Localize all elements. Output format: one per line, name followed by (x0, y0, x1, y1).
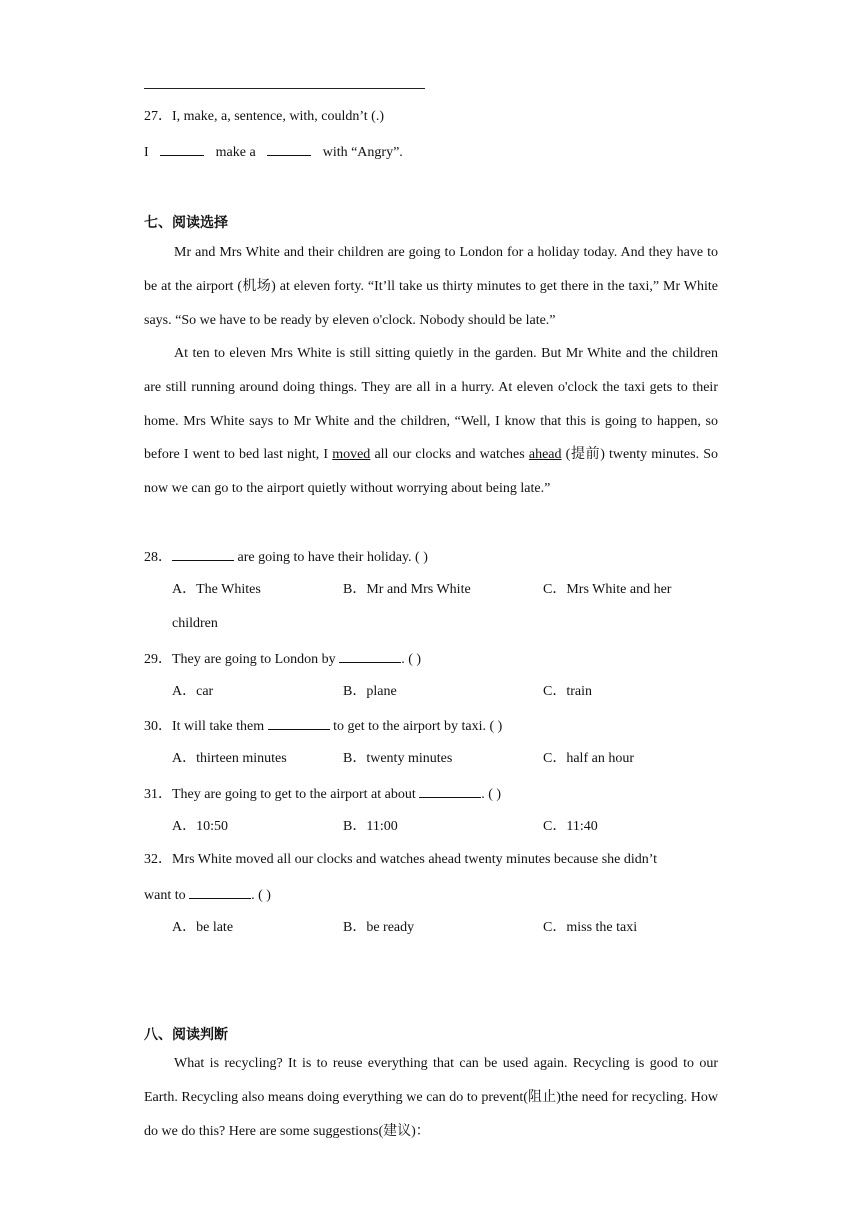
q30-option-a[interactable]: A．thirteen minutes (172, 751, 287, 766)
question-27-prompt: 27．I, make, a, sentence, with, couldn’t (.) (144, 109, 385, 124)
q30-blank[interactable] (268, 715, 330, 730)
section-8-paragraph (144, 1047, 718, 1148)
q27-part-2: make a (215, 145, 256, 160)
q27-blank-2[interactable] (267, 141, 311, 156)
q27-part-3: with “Angry”. (322, 145, 403, 160)
q30-text-b: to get to the airport by taxi. ( ) (329, 719, 503, 734)
q28-text: are going to have their holiday. ( ) (234, 550, 428, 565)
passage-p1-text: Mr and Mrs White and their children are going to London for a holiday today. And they have to be at the airport (机场) at eleven forty. “It’ll take us thirty minutes to get there in the taxi,” Mr White says. “So we have to be ready by eleven o'clock. Nobody should be late.” (144, 245, 718, 328)
question-29 (144, 648, 421, 670)
q31-text-b: . ( ) (481, 787, 502, 802)
q32-option-b[interactable]: B．be ready (343, 920, 415, 935)
q30-option-b[interactable]: B．twenty minutes (343, 751, 453, 766)
q28-option-a[interactable]: A．The Whites (172, 582, 261, 597)
question-27-answer (144, 141, 403, 163)
q31-blank[interactable] (419, 783, 481, 798)
q29-option-b[interactable]: B．plane (343, 684, 397, 699)
question-32-line-1: 32．Mrs White moved all our clocks and watches ahead twenty minutes because she didn’t (144, 852, 658, 867)
q28-options (172, 580, 732, 600)
q31-option-c[interactable]: C．11:40 (543, 819, 598, 834)
section-7-title: 七、阅读选择 (144, 215, 228, 231)
q29-option-a[interactable]: A．car (172, 684, 214, 699)
passage-paragraph-1 (144, 236, 718, 337)
q28-option-c[interactable]: C．Mrs White and her (543, 582, 672, 597)
q31-option-b[interactable]: B．11:00 (343, 819, 398, 834)
question-28 (144, 546, 428, 568)
passage-p2-text-c: (提前) twenty minutes. So now we can go to the airport quietly without worrying about being late.” (144, 447, 719, 497)
q31-option-a[interactable]: A．10:50 (172, 819, 228, 834)
q32-text-b: . ( ) (251, 888, 271, 903)
passage-p2-text-a: At ten to eleven Mrs White is still sitting quietly in the garden. But Mr White and the children are still running around doing things. They are all in a hurry. At eleven o'clock the taxi gets to their home. Mrs White says to Mr White and the children, “Well, I know that this is going to happen, so before I went to bed last night, I (144, 346, 718, 463)
q30-options (172, 749, 732, 769)
passage-p2-text-b: all our clocks and watches (370, 447, 529, 463)
question-31 (144, 783, 501, 805)
answer-line (144, 88, 425, 89)
q28-blank[interactable] (172, 546, 234, 561)
q30-option-c[interactable]: C．half an hour (543, 751, 634, 766)
q32-option-c[interactable]: C．miss the taxi (543, 920, 638, 935)
q30-text-a: 30．It will take them (144, 719, 268, 734)
q29-text-a: 29．They are going to London by (144, 652, 340, 667)
q32-option-a[interactable]: A．be late (172, 920, 234, 935)
q29-options (172, 682, 732, 702)
q28-option-c-wrap: children (172, 616, 218, 631)
q29-option-c[interactable]: C．train (543, 684, 592, 699)
q32-options (172, 918, 732, 938)
q27-blank-1[interactable] (160, 141, 204, 156)
q28-number: 28． (144, 550, 172, 565)
word-ahead: ahead (528, 447, 562, 463)
section-8-title: 八、阅读判断 (144, 1027, 228, 1043)
question-30 (144, 715, 502, 737)
section-8-text: What is recycling? It is to reuse everything that can be used again. Recycling is good to our Earth. Recycling also means doing everything we can do to prevent(阻止)the need for recycling. How do we do this? Here are some suggestions(建议)： (144, 1056, 718, 1139)
passage-paragraph-2 (144, 337, 718, 506)
q31-text-a: 31．They are going to get to the airport at about (144, 787, 420, 802)
q27-part-1: I (144, 145, 149, 160)
question-32-line-2 (144, 884, 271, 906)
q31-options (172, 817, 732, 837)
word-moved: moved (332, 447, 371, 463)
q29-blank[interactable] (339, 648, 401, 663)
q32-blank[interactable] (189, 884, 251, 899)
q32-text-a: want to (144, 888, 190, 903)
q28-option-b[interactable]: B．Mr and Mrs White (343, 582, 471, 597)
q29-text-b: . ( ) (401, 652, 422, 667)
